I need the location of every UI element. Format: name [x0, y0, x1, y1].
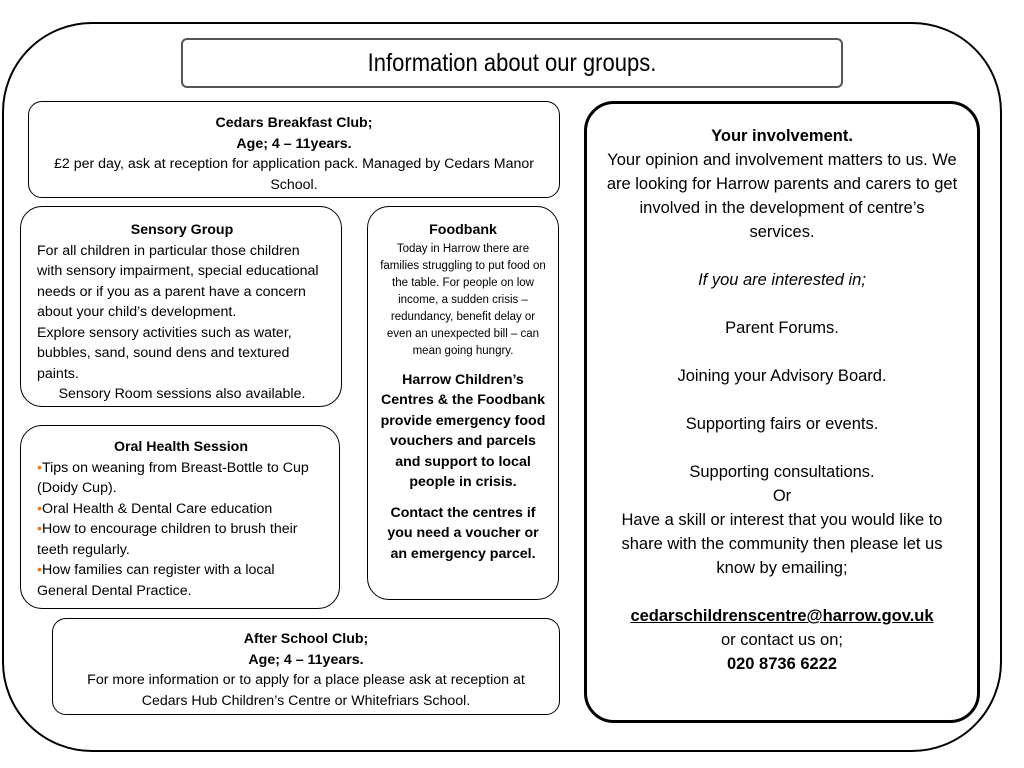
afterschool-heading: After School Club;	[243, 631, 369, 647]
involvement-option: Joining your Advisory Board.	[677, 367, 887, 385]
involvement-option: Supporting fairs or events.	[685, 415, 879, 433]
afterschool-age: Age; 4 – 11years.	[248, 651, 364, 668]
sensory-group-box	[20, 206, 342, 407]
breakfast-body: £2 per day, ask at reception for application pack. Managed by Cedars Manor School.	[53, 156, 535, 193]
oral-item: •How to encourage children to brush their teeth regularly.	[37, 521, 298, 558]
phone-number: 020 8736 6222	[726, 655, 838, 673]
oral-item: •Tips on weaning from Breast-Bottle to Cup (Doidy Cup).	[37, 459, 309, 496]
email-link[interactable]: cedarschildrenscentre@harrow.gov.uk	[630, 607, 934, 625]
involvement-heading: Your involvement.	[711, 127, 853, 145]
sensory-heading: Sensory Group	[130, 222, 234, 238]
foodbank-partner: Harrow Children’s Centres & the Foodbank provide emergency food vouchers and parcels and support to local people in crisis.	[380, 371, 546, 490]
involvement-interested: If you are interested in;	[698, 271, 866, 289]
sensory-body-3: Sensory Room sessions also available.	[58, 386, 306, 402]
after-school-club-box	[52, 618, 560, 715]
bullet-icon: •	[37, 562, 42, 578]
involvement-skill: Have a skill or interest that you would like to share with the community then please let us know by emailing;	[621, 511, 943, 577]
foodbank-box	[367, 206, 559, 600]
page-title-box	[181, 38, 843, 88]
bullet-icon: •	[37, 459, 42, 476]
involvement-option: Supporting consultations.	[689, 463, 875, 481]
breakfast-age: Age; 4 – 11years.	[236, 135, 352, 152]
foodbank-contact: Contact the centres if you need a voucher or an emergency parcel.	[387, 504, 539, 562]
sensory-body-1: For all children in particular those children with sensory impairment, special educational needs or if you as a parent have a concern about your child’s development.	[37, 242, 319, 320]
bullet-icon: •	[37, 500, 42, 517]
page-title: Information about our groups.	[367, 48, 657, 77]
sensory-body-2: Explore sensory activities such as water, bubbles, sand, sound dens and textured paints.	[37, 324, 292, 382]
oral-heading: Oral Health Session	[113, 439, 249, 455]
foodbank-heading: Foodbank	[429, 222, 497, 238]
involvement-intro: Your opinion and involvement matters to us. We are looking for Harrow parents and carers to get involved in the development of centre’s services.	[606, 151, 958, 241]
involvement-or: Or	[772, 487, 792, 505]
involvement-contact: or contact us on;	[721, 631, 843, 649]
oral-item: •How families can register with a local General Dental Practice.	[37, 562, 275, 599]
breakfast-club-box	[28, 101, 560, 198]
bullet-icon: •	[37, 521, 42, 537]
involvement-box	[584, 101, 980, 723]
afterschool-body: For more information or to apply for a place please ask at reception at Cedars Hub Children’s Centre or Whitefriars School.	[87, 672, 525, 709]
breakfast-heading: Cedars Breakfast Club;	[215, 115, 373, 131]
involvement-option: Parent Forums.	[725, 319, 839, 337]
oral-item: •Oral Health & Dental Care education	[37, 500, 273, 517]
foodbank-intro: Today in Harrow there are families struggling to put food on the table. For people on low income, a sudden crisis – redundancy, benefit delay or even an unexpected bill – can mean going hungry.	[380, 242, 546, 357]
oral-health-box	[20, 425, 340, 609]
